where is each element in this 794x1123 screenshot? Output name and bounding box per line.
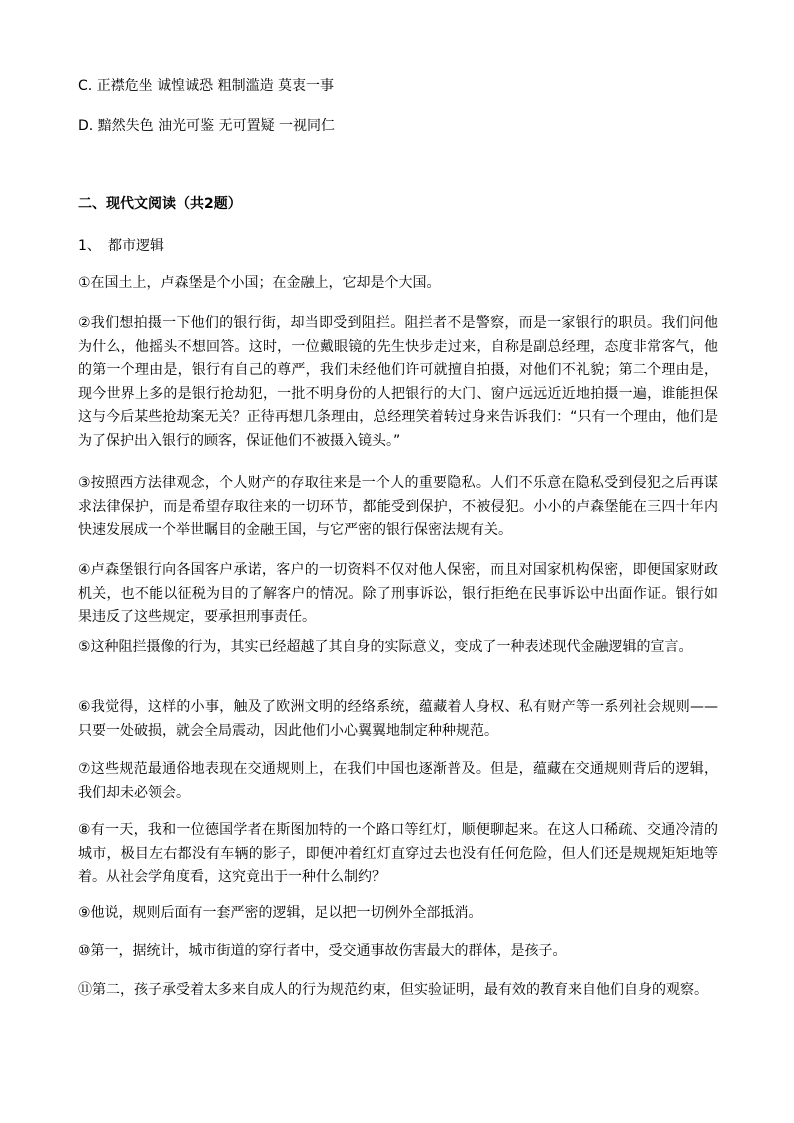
question-title <box>78 236 164 256</box>
option-c <box>78 76 334 96</box>
paragraph-3: ③按照西方法律观念，个人财产的存取往来是一个人的重要隐私。人们不乐意在隐私受到侵犯之后再谋求法律保护，而是希望存取往来的一切环节，都能受到保护，不被侵犯。小小的卢森堡能在三四十年内快速发展成一个举世瞩目的金融王国，与它严密的银行保密法规有关。 <box>78 475 718 538</box>
paragraph-1: ①在国土上，卢森堡是个小国；在金融上，它却是个大国。 <box>78 275 441 291</box>
paragraph-10: ⑩第一，据统计，城市街道的穿行者中，受交通事故伤害最大的群体，是孩子。 <box>78 943 567 959</box>
paragraph-9: ⑨他说，规则后面有一套严密的逻辑，足以把一切例外全部抵消。 <box>78 905 483 921</box>
paragraph-5: ⑤这种阻拦摄像的行为，其实已经超越了其自身的实际意义，变成了一种表述现代金融逻辑的宣言。 <box>78 639 693 655</box>
question-title-text: 都市逻辑 <box>108 238 164 254</box>
section-heading: 二、现代文阅读（共2题） <box>78 196 242 212</box>
option-d-label: D. <box>78 118 94 134</box>
paragraph-4: ④卢森堡银行向各国客户承诺，客户的一切资料不仅对他人保密，而且对国家机构保密，即便国家财政机关，也不能以征税为目的了解客户的情况。除了刑事诉讼，银行拒绝在民事诉讼中出面作证。银行如果违反了这些规定，要承担刑事责任。 <box>78 562 718 625</box>
option-c-text: 正襟危坐 诚惶诚恐 粗制滥造 莫衷一事 <box>96 78 335 94</box>
paragraph-7: ⑦这些规范最通俗地表现在交通规则上，在我们中国也逐渐普及。但是，蕴藏在交通规则背后的逻辑，我们却未必领会。 <box>78 761 718 801</box>
option-c-label: C. <box>78 78 93 94</box>
question-number: 1、 <box>78 238 101 254</box>
paragraph-2: ②我们想拍摄一下他们的银行街，却当即受到阻拦。阻拦者不是警察，而是一家银行的职员。我们问他为什么，他摇头不想回答。这时，一位戴眼镜的先生快步走过来，自称是副总经理，态度非常客气，他的第一个理由是，银行有自己的尊严，我们未经他们许可就擅自拍摄，对他们不礼貌；第二个理由是，现今世界上多的是银行抢劫犯，一批不明身份的人把银行的大门、窗户远远近近地拍摄一遍，谁能担保这与今后某些抢劫案无关？正待再想几条理由，总经理笑着转过身来告诉我们：“只有一个理由，他们是为了保护出入银行的顾客，保证他们不被摄入镜头。” <box>78 315 718 449</box>
paragraph-8: ⑧有一天，我和一位德国学者在斯图加特的一个路口等红灯，顺便聊起来。在这人口稀疏、交通冷清的城市，极目左右都没有车辆的影子，即便冲着红灯直穿过去也没有任何危险，但人们还是规规矩矩地等着。从社会学角度看，这究竟出于一种什么制约？ <box>78 822 718 885</box>
option-d-text: 黯然失色 油光可鉴 无可置疑 一视同仁 <box>97 118 336 134</box>
option-d <box>78 116 335 136</box>
paragraph-6: ⑥我觉得，这样的小事，触及了欧洲文明的经络系统，蕴藏着人身权、私有财产等一系列社会规则——只要一处破损，就会全局震动，因此他们小心翼翼地制定种种规范。 <box>78 699 718 739</box>
paragraph-11: ⑪第二，孩子承受着太多来自成人的行为规范约束，但实验证明，最有效的教育来自他们自身的观察。 <box>78 982 708 998</box>
